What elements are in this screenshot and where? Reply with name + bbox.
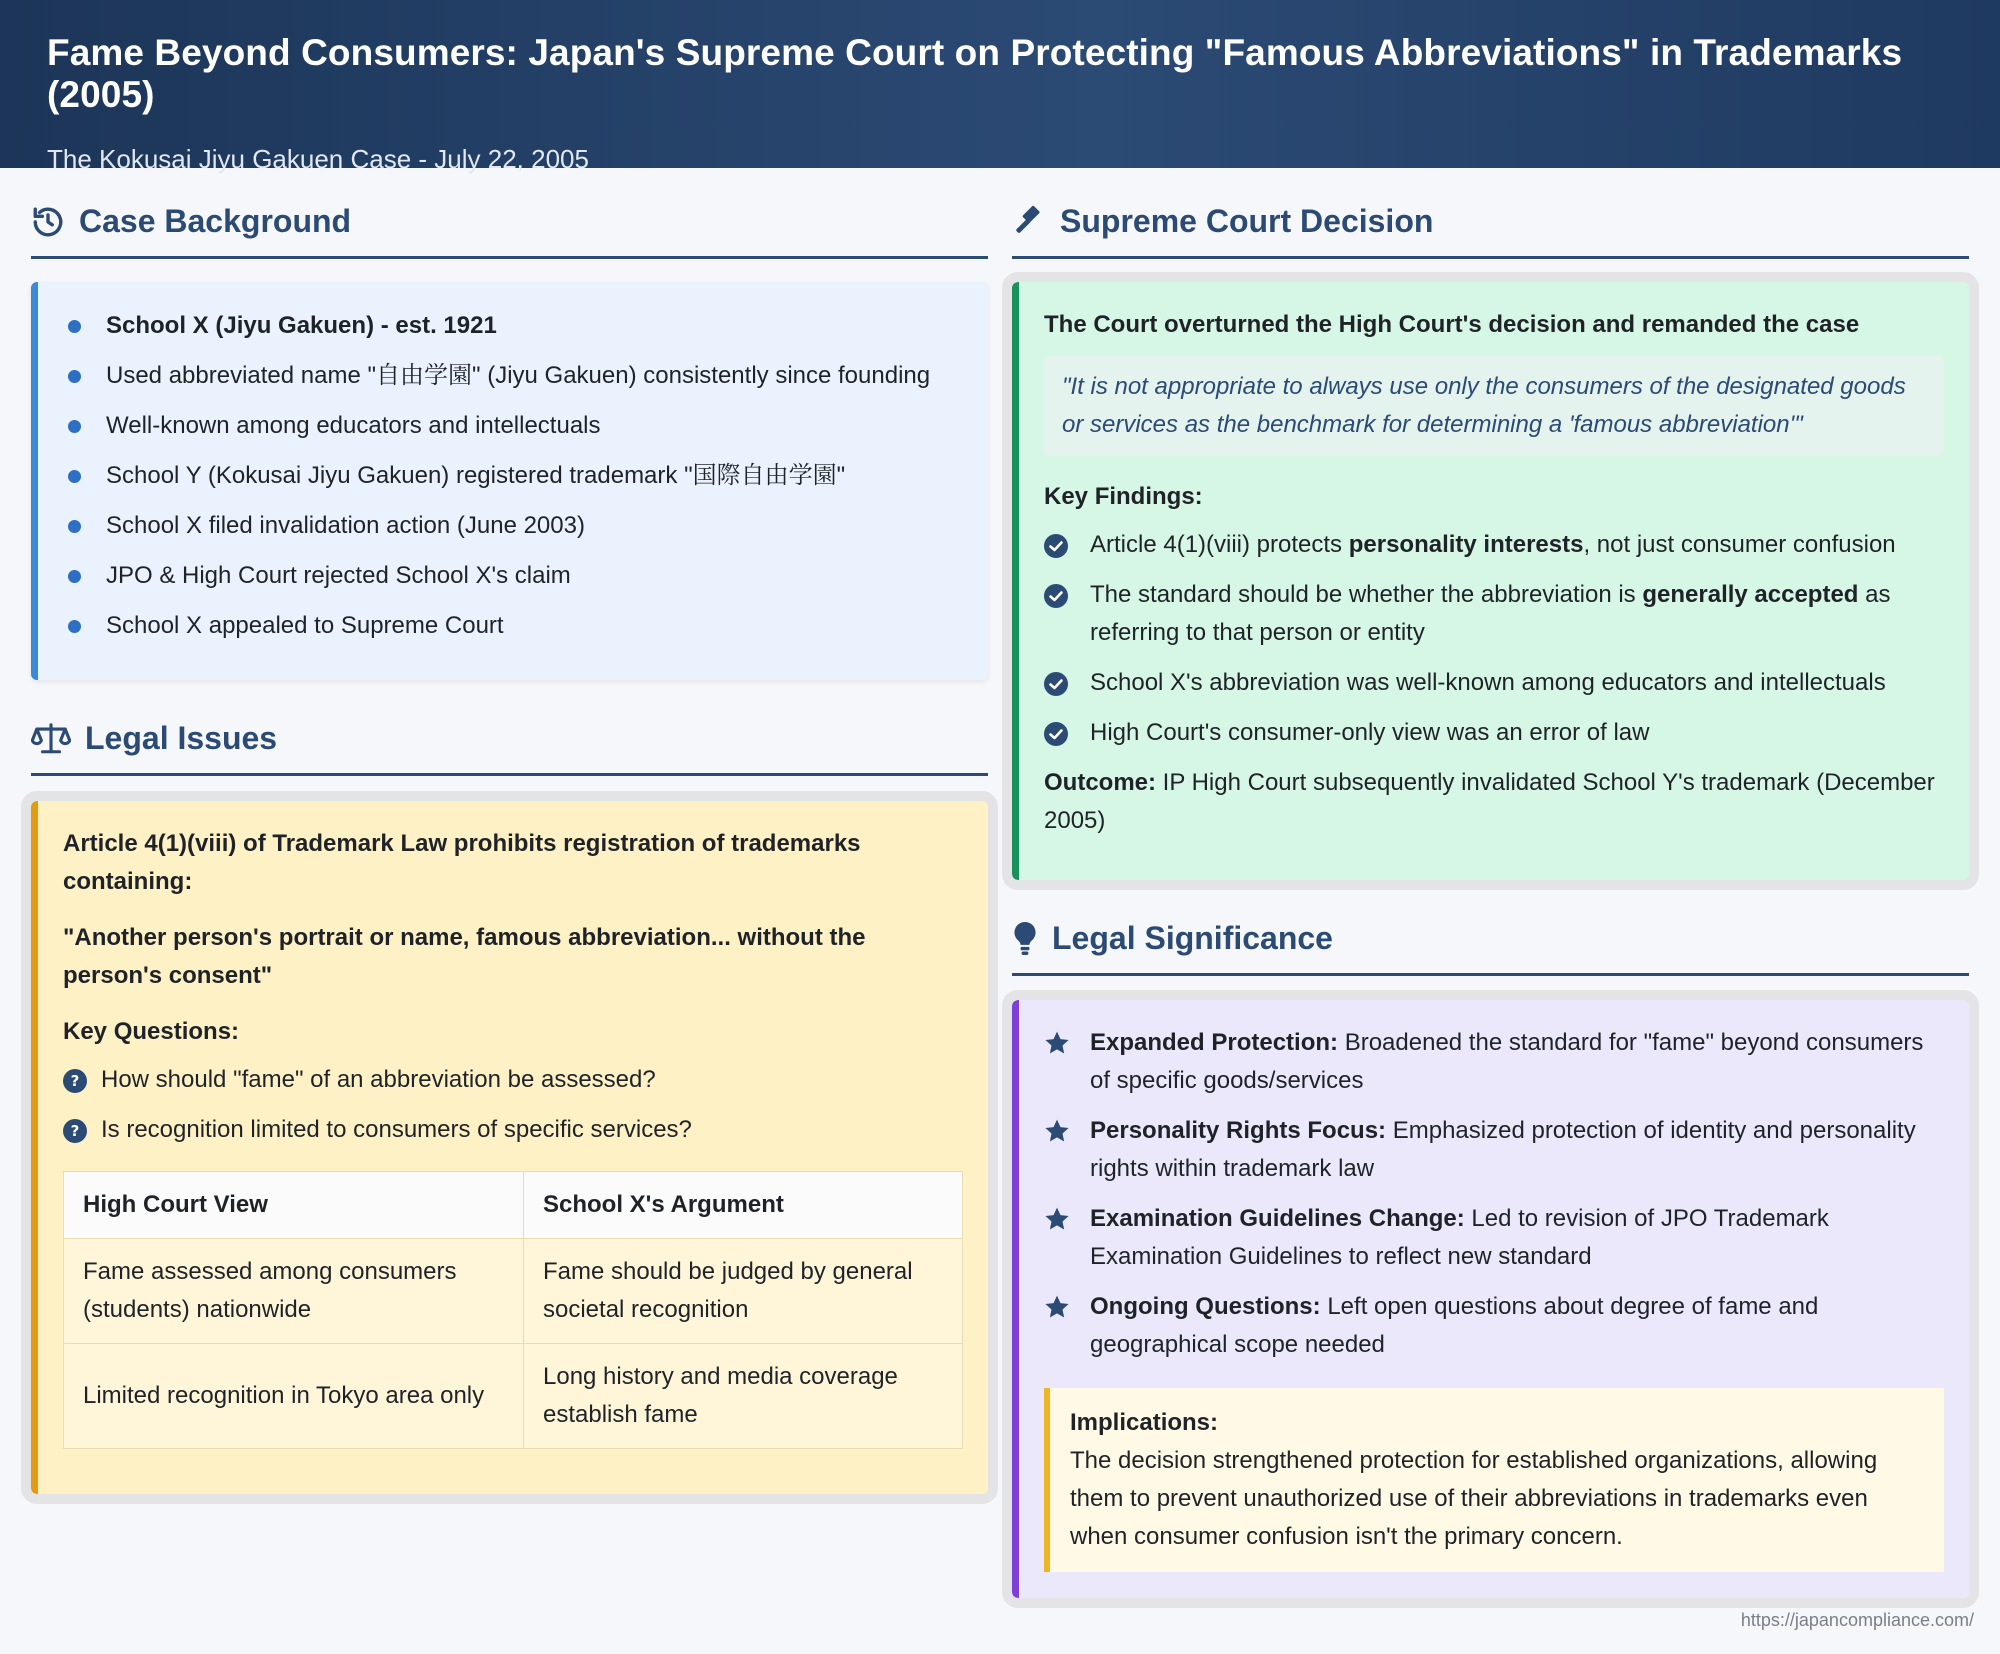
significance-item: Personality Rights Focus: Emphasized protection of identity and personality rights within trademark law bbox=[1044, 1112, 1944, 1188]
legal-issues-card bbox=[31, 801, 988, 1494]
background-item: School X appealed to Supreme Court bbox=[68, 607, 958, 645]
background-item: Well-known among educators and intellectuals bbox=[68, 407, 958, 445]
legal-issues-title: Legal Issues bbox=[85, 720, 278, 756]
decision-card bbox=[1012, 282, 1969, 880]
question-icon bbox=[63, 1119, 87, 1143]
implications-box bbox=[1044, 1388, 1944, 1572]
decision-quote: "It is not appropriate to always use only the consumers of the designated goods or services as the benchmark for determining a 'famous abbreviation'" bbox=[1044, 356, 1944, 456]
table-cell: Long history and media coverage establish fame bbox=[524, 1344, 963, 1449]
legal-issues-heading bbox=[31, 720, 988, 776]
background-item: Used abbreviated name "自由学園" (Jiyu Gakuen) consistently since founding bbox=[68, 357, 958, 395]
key-findings-heading: Key Findings: bbox=[1044, 483, 1203, 510]
star-icon bbox=[1044, 1294, 1070, 1320]
background-item: School Y (Kokusai Jiyu Gakuen) registered trademark "国際自由学園" bbox=[68, 457, 958, 495]
finding-item: The standard should be whether the abbreviation is generally accepted as referring to that person or entity bbox=[1044, 576, 1944, 652]
article-text: Article 4(1)(viii) of Trademark Law prohibits registration of trademarks containing: bbox=[63, 830, 861, 895]
check-circle-icon bbox=[1044, 672, 1068, 696]
implications-text: The decision strengthened protection for established organizations, allowing them to prevent unauthorized use of their abbreviations in trademarks even when consumer confusion isn't the primary concern. bbox=[1070, 1447, 1878, 1550]
check-circle-icon bbox=[1044, 722, 1068, 746]
history-icon bbox=[31, 205, 65, 239]
decision-outcome: Outcome: IP High Court subsequently invalidated School Y's trademark (December 2005) bbox=[1044, 769, 1935, 834]
article-quote: "Another person's portrait or name, famous abbreviation... without the person's consent" bbox=[63, 924, 866, 989]
significance-list bbox=[1044, 1024, 1944, 1364]
case-background-heading bbox=[31, 203, 988, 259]
page-subtitle: The Kokusai Jiyu Gakuen Case - July 22, 2005 bbox=[47, 144, 589, 174]
significance-item: Expanded Protection: Broadened the standard for "fame" beyond consumers of specific goods/services bbox=[1044, 1024, 1944, 1100]
background-list bbox=[68, 307, 958, 645]
comparison-table bbox=[63, 1171, 963, 1449]
check-circle-icon bbox=[1044, 534, 1068, 558]
star-icon bbox=[1044, 1206, 1070, 1232]
page-header bbox=[0, 0, 2000, 174]
background-item: School X (Jiyu Gakuen) - est. 1921 bbox=[68, 307, 958, 345]
background-item: School X filed invalidation action (June 2003) bbox=[68, 507, 958, 545]
question-item: ? Is recognition limited to consumers of specific services? bbox=[63, 1111, 963, 1149]
significance-heading bbox=[1012, 920, 1969, 976]
decision-title: Supreme Court Decision bbox=[1060, 203, 1434, 239]
finding-item: High Court's consumer-only view was an error of law bbox=[1044, 714, 1944, 752]
background-item: JPO & High Court rejected School X's claim bbox=[68, 557, 958, 595]
decision-holding: The Court overturned the High Court's decision and remanded the case bbox=[1044, 311, 1860, 338]
page-title: Fame Beyond Consumers: Japan's Supreme Court on Protecting "Famous Abbreviations" in Trademarks (2005) bbox=[47, 32, 1903, 115]
decision-heading bbox=[1012, 203, 1969, 259]
significance-item: Examination Guidelines Change: Led to revision of JPO Trademark Examination Guidelines to reflect new standard bbox=[1044, 1200, 1944, 1276]
table-row bbox=[64, 1239, 963, 1344]
check-circle-icon bbox=[1044, 584, 1068, 608]
table-row bbox=[64, 1344, 963, 1449]
case-background-card bbox=[31, 282, 988, 680]
lightbulb-icon bbox=[1012, 922, 1038, 956]
svg-text:?: ? bbox=[70, 1072, 80, 1090]
case-background-title: Case Background bbox=[79, 203, 352, 239]
question-icon bbox=[63, 1069, 87, 1093]
table-cell: Limited recognition in Tokyo area only bbox=[64, 1344, 524, 1449]
gavel-icon bbox=[1012, 205, 1046, 239]
significance-title: Legal Significance bbox=[1052, 920, 1333, 956]
footer-url: https://japancompliance.com/ bbox=[1740, 1610, 1974, 1630]
findings-list bbox=[1044, 526, 1944, 752]
significance-card bbox=[1012, 1000, 1969, 1598]
finding-item: School X's abbreviation was well-known among educators and intellectuals bbox=[1044, 664, 1944, 702]
implications-label: Implications: bbox=[1070, 1409, 1219, 1436]
table-header-row bbox=[64, 1172, 963, 1239]
svg-text:?: ? bbox=[70, 1122, 80, 1140]
star-icon bbox=[1044, 1118, 1070, 1144]
finding-item: Article 4(1)(viii) protects personality interests, not just consumer confusion bbox=[1044, 526, 1944, 564]
questions-list bbox=[63, 1061, 963, 1149]
scale-icon bbox=[31, 722, 71, 756]
question-item: ? How should "fame" of an abbreviation be assessed? bbox=[63, 1061, 963, 1099]
table-header-cell: High Court View bbox=[64, 1172, 524, 1239]
key-questions-heading: Key Questions: bbox=[63, 1018, 240, 1045]
star-icon bbox=[1044, 1030, 1070, 1056]
table-cell: Fame assessed among consumers (students) nationwide bbox=[64, 1239, 524, 1344]
significance-item: Ongoing Questions: Left open questions about degree of fame and geographical scope needed bbox=[1044, 1288, 1944, 1364]
table-header-cell: School X's Argument bbox=[524, 1172, 963, 1239]
table-cell: Fame should be judged by general societal recognition bbox=[524, 1239, 963, 1344]
